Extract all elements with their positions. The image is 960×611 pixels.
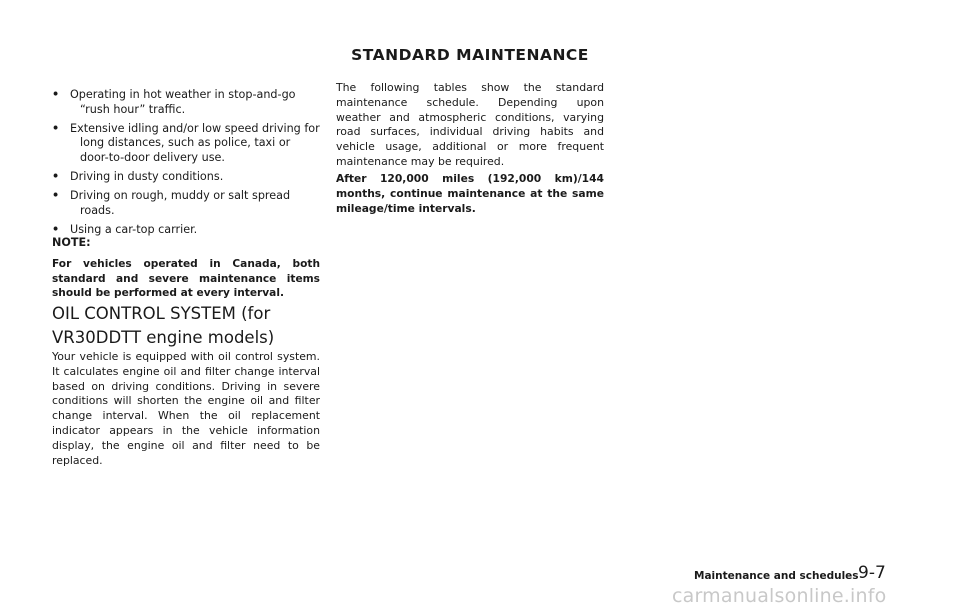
interval-note: After 120,000 miles (192,000 km)/144 months, continue maintenance at the same mileage/time intervals. — [336, 172, 604, 215]
list-item: • Using a car-top carrier. — [52, 223, 198, 237]
oil-control-body: Your vehicle is equipped with oil control system. It calculates engine oil and filter change interval based on driving conditions. Driving in severe conditions will shorten the engine oil and filter change interval. When the oil replacement indicator appears in the vehicle information display, the engine oil and filter need to be replaced. — [52, 350, 320, 467]
note-label: NOTE: — [52, 236, 91, 249]
bullet-icon: • — [52, 170, 60, 184]
severe-conditions-list — [52, 88, 320, 242]
page-number: 9-7 — [858, 563, 886, 583]
list-item: • Driving on rough, muddy or salt spread roads. — [52, 189, 291, 217]
list-item: • Operating in hot weather in stop-and-go “rush hour” traffic. — [52, 88, 296, 116]
note-text: For vehicles operated in Canada, both standard and severe maintenance items should be performed at every interval. — [52, 258, 320, 300]
oil-control-title: OIL CONTROL SYSTEM (for VR30DDTT engine models) — [52, 304, 275, 347]
bullet-icon: • — [52, 223, 60, 237]
standard-maintenance-body: The following tables show the standard maintenance schedule. Depending upon weather and atmospheric conditions, varying road surfaces, individual driving habits and vehicle usage, additional or more frequent maintenance may be required. — [336, 81, 604, 168]
list-item: • Driving in dusty conditions. — [52, 170, 224, 184]
bullet-icon: • — [52, 189, 60, 203]
watermark: carmanualsonline.info — [672, 585, 887, 607]
bullet-icon: • — [52, 88, 60, 101]
page-title: STANDARD MAINTENANCE — [351, 46, 589, 64]
bullet-icon: • — [52, 121, 60, 135]
footer-chapter: Maintenance and schedules — [694, 570, 859, 582]
list-item: • Extensive idling and/or low speed driving for long distances, such as police, taxi or door-to-door delivery use. — [52, 121, 320, 164]
